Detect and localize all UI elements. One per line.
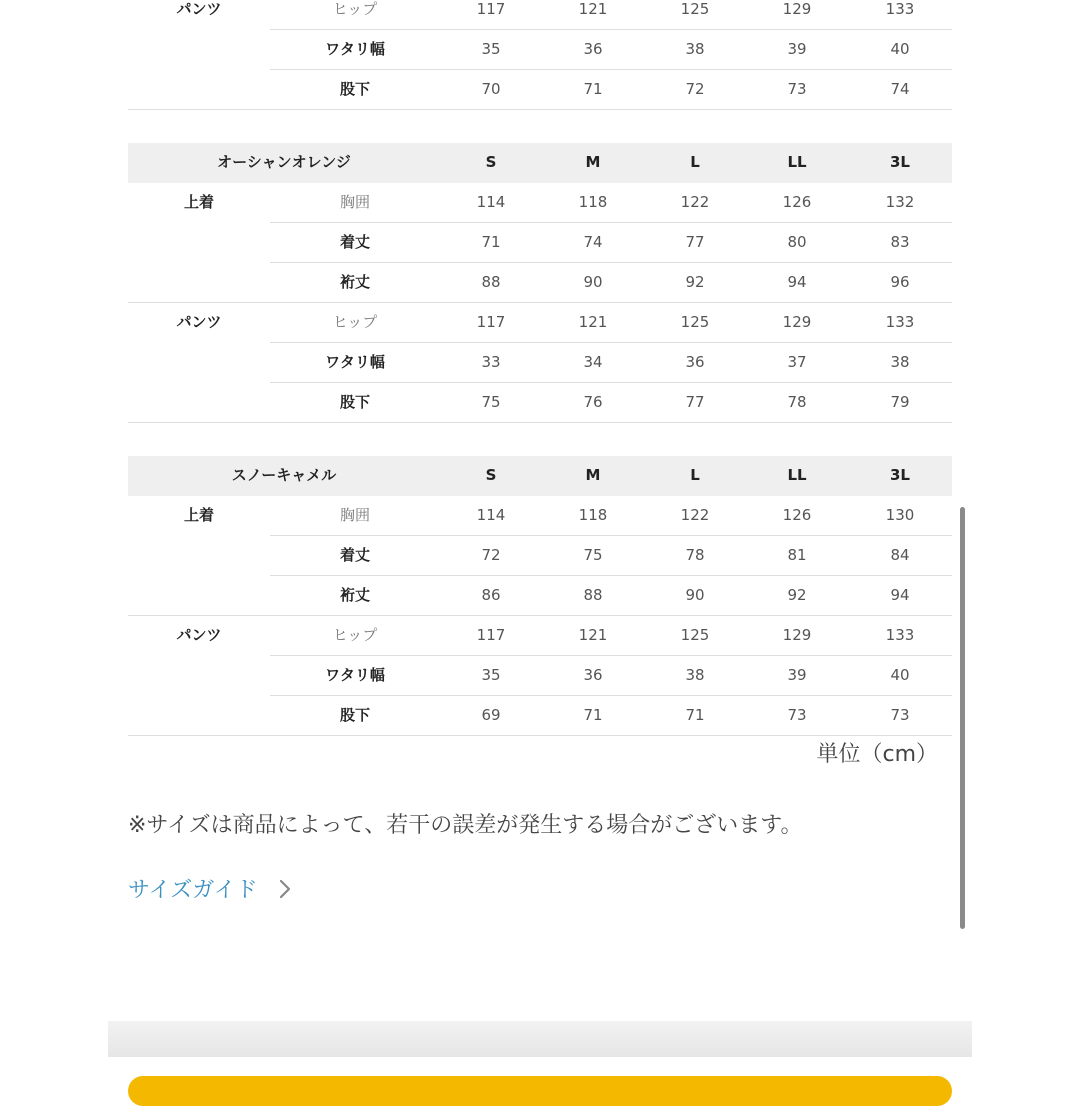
- value-cell: 39: [787, 666, 807, 684]
- value-cell: 132: [885, 193, 915, 211]
- value-cell: 126: [782, 193, 812, 211]
- row-group-label: 上着: [183, 506, 214, 524]
- value-cell: 39: [787, 40, 807, 58]
- table-row: [128, 223, 952, 263]
- table-row: [128, 343, 952, 383]
- size-header: L: [690, 153, 700, 171]
- size-header: M: [585, 466, 601, 484]
- size-header: 3L: [890, 466, 910, 484]
- value-cell: 78: [685, 546, 705, 564]
- value-cell: 90: [685, 586, 705, 604]
- table-header-row: [128, 456, 952, 496]
- size-header: 3L: [890, 153, 910, 171]
- value-cell: 80: [787, 233, 807, 251]
- value-cell: 129: [782, 626, 812, 644]
- value-cell: 74: [890, 80, 910, 98]
- value-cell: 36: [583, 40, 603, 58]
- table-row: [128, 383, 952, 423]
- value-cell: 73: [787, 80, 807, 98]
- value-cell: 133: [885, 0, 915, 18]
- table-row: [128, 183, 952, 223]
- unit-label: 単位（cm）: [816, 742, 938, 767]
- table-row: [128, 656, 952, 696]
- value-cell: 74: [583, 233, 603, 251]
- value-cell: 133: [885, 626, 915, 644]
- value-cell: 114: [476, 506, 506, 524]
- value-cell: 37: [787, 353, 807, 371]
- value-cell: 94: [787, 273, 807, 291]
- value-cell: 72: [685, 80, 705, 98]
- table-row: [128, 696, 952, 736]
- value-cell: 114: [476, 193, 506, 211]
- value-cell: 129: [782, 0, 812, 18]
- row-group-label: パンツ: [176, 313, 222, 331]
- row-label: 裄丈: [339, 273, 370, 291]
- row-label: ヒップ: [332, 313, 378, 331]
- row-group-label: パンツ: [176, 0, 222, 18]
- size-table-snow-camel: [128, 456, 952, 736]
- value-cell: 133: [885, 313, 915, 331]
- value-cell: 70: [481, 80, 501, 98]
- value-cell: 77: [685, 233, 705, 251]
- value-cell: 126: [782, 506, 812, 524]
- value-cell: 118: [578, 506, 608, 524]
- value-cell: 125: [680, 0, 710, 18]
- value-cell: 129: [782, 313, 812, 331]
- value-cell: 35: [481, 40, 501, 58]
- table-row: [128, 576, 952, 616]
- size-note: ※サイズは商品によって、若干の誤差が発生する場合がございます。: [128, 813, 803, 838]
- value-cell: 79: [890, 393, 910, 411]
- table-row: [128, 70, 952, 110]
- value-cell: 73: [890, 706, 910, 724]
- value-cell: 122: [680, 193, 710, 211]
- row-label: ワタリ幅: [325, 40, 385, 58]
- value-cell: 75: [481, 393, 501, 411]
- value-cell: 75: [583, 546, 603, 564]
- value-cell: 71: [583, 706, 603, 724]
- value-cell: 121: [578, 626, 608, 644]
- color-title: スノーキャメル: [231, 466, 337, 484]
- value-cell: 90: [583, 273, 603, 291]
- value-cell: 72: [481, 546, 501, 564]
- color-title: オーシャンオレンジ: [217, 153, 351, 171]
- value-cell: 94: [890, 586, 910, 604]
- value-cell: 92: [685, 273, 705, 291]
- value-cell: 40: [890, 666, 910, 684]
- row-label: 着丈: [339, 233, 370, 251]
- value-cell: 92: [787, 586, 807, 604]
- value-cell: 36: [583, 666, 603, 684]
- size-header: L: [690, 466, 700, 484]
- value-cell: 76: [583, 393, 603, 411]
- value-cell: 121: [578, 0, 608, 18]
- value-cell: 71: [685, 706, 705, 724]
- value-cell: 117: [476, 313, 506, 331]
- size-guide-label: サイズガイド: [128, 878, 258, 903]
- value-cell: 73: [787, 706, 807, 724]
- value-cell: 88: [481, 273, 501, 291]
- size-guide-link[interactable]: [128, 873, 296, 904]
- table-row: [128, 496, 952, 536]
- table-row: [128, 536, 952, 576]
- size-header: S: [485, 153, 497, 171]
- table-row: [128, 0, 952, 30]
- table-header-row: [128, 143, 952, 183]
- row-label: 股下: [339, 393, 370, 411]
- row-label: 股下: [339, 706, 370, 724]
- size-header: S: [485, 466, 497, 484]
- size-header: LL: [787, 466, 807, 484]
- value-cell: 40: [890, 40, 910, 58]
- chevron-right-icon: [274, 878, 296, 900]
- row-label: ワタリ幅: [325, 666, 385, 684]
- table-row: [128, 263, 952, 303]
- value-cell: 78: [787, 393, 807, 411]
- value-cell: 36: [685, 353, 705, 371]
- size-table-ocean-orange: [128, 143, 952, 423]
- value-cell: 83: [890, 233, 910, 251]
- row-label: ワタリ幅: [325, 353, 385, 371]
- table-row: [128, 303, 952, 343]
- value-cell: 34: [583, 353, 603, 371]
- value-cell: 125: [680, 313, 710, 331]
- row-label: 胸囲: [339, 506, 370, 524]
- row-label: 裄丈: [339, 586, 370, 604]
- row-label: ヒップ: [332, 626, 378, 644]
- footer-band: [108, 1021, 972, 1057]
- row-label: ヒップ: [332, 0, 378, 18]
- value-cell: 71: [481, 233, 501, 251]
- value-cell: 96: [890, 273, 910, 291]
- value-cell: 71: [583, 80, 603, 98]
- value-cell: 35: [481, 666, 501, 684]
- value-cell: 130: [885, 506, 915, 524]
- value-cell: 88: [583, 586, 603, 604]
- value-cell: 121: [578, 313, 608, 331]
- value-cell: 117: [476, 0, 506, 18]
- value-cell: 122: [680, 506, 710, 524]
- value-cell: 84: [890, 546, 910, 564]
- value-cell: 118: [578, 193, 608, 211]
- value-cell: 69: [481, 706, 501, 724]
- value-cell: 38: [890, 353, 910, 371]
- table-row: [128, 30, 952, 70]
- row-label: 股下: [339, 80, 370, 98]
- size-table-previous: [128, 0, 952, 110]
- scrollbar[interactable]: [960, 507, 965, 929]
- row-label: 着丈: [339, 546, 370, 564]
- value-cell: 125: [680, 626, 710, 644]
- value-cell: 77: [685, 393, 705, 411]
- value-cell: 38: [685, 666, 705, 684]
- value-cell: 33: [481, 353, 501, 371]
- row-group-label: パンツ: [176, 626, 222, 644]
- value-cell: 86: [481, 586, 501, 604]
- size-header: M: [585, 153, 601, 171]
- value-cell: 81: [787, 546, 807, 564]
- cta-button[interactable]: [128, 1076, 952, 1106]
- value-cell: 117: [476, 626, 506, 644]
- size-header: LL: [787, 153, 807, 171]
- value-cell: 38: [685, 40, 705, 58]
- table-row: [128, 616, 952, 656]
- row-group-label: 上着: [183, 193, 214, 211]
- row-label: 胸囲: [339, 193, 370, 211]
